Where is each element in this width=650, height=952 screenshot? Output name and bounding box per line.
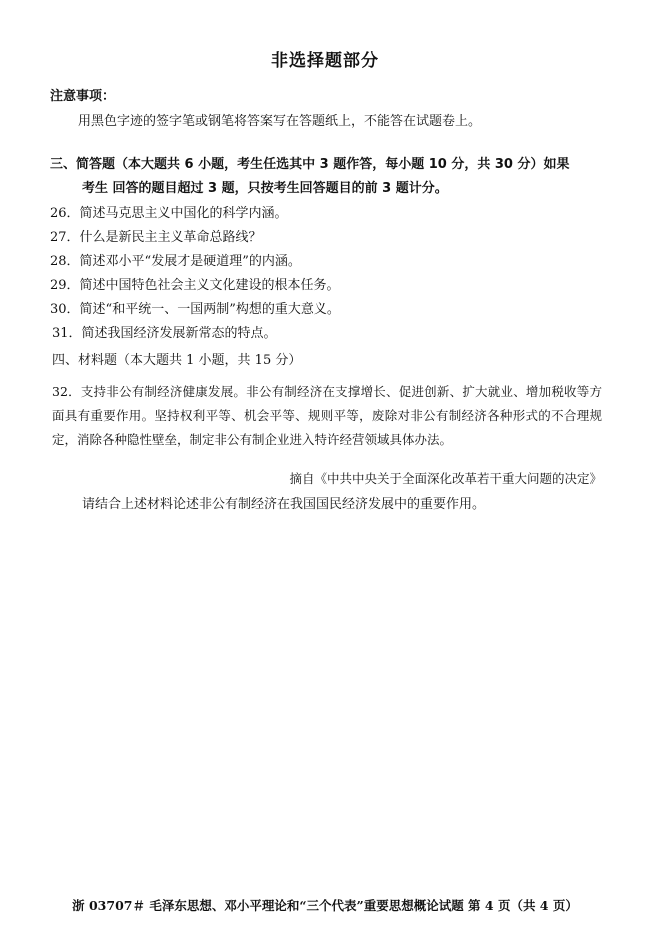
section3-heading-line1: 三、简答题（本大题共 6 小题，考生任选其中 3 题作答，每小题 10 分，共 30 分）如果 bbox=[50, 157, 570, 172]
material-passage: 32．支持非公有制经济健康发展。非公有制经济在支撑增长、促进创新、扩大就业、增加税收等方面具有重要作用。坚持权利平等、机会平等、规则平等，废除对非公有制经济各种形式的不合理规定，消除各种隐性壁垒，制定非公有制企业进入特许经营领域具体办法。 bbox=[52, 384, 602, 447]
page-title: 非选择题部分 bbox=[271, 51, 379, 71]
page-footer: 浙 03707＃ 毛泽东思想、邓小平理论和“三个代表”重要思想概论试题 第 4 页（共 4 页） bbox=[72, 898, 578, 913]
question-27: 27．什么是新民主主义革命总路线？ bbox=[50, 230, 262, 245]
question-26: 26．简述马克思主义中国化的科学内涵。 bbox=[50, 206, 288, 221]
question-29: 29．简述中国特色社会主义文化建设的根本任务。 bbox=[50, 278, 340, 293]
material-question-prompt: 请结合上述材料论述非公有制经济在我国国民经济发展中的重要作用。 bbox=[82, 497, 486, 512]
material-source: 摘自《中共中央关于全面深化改革若干重大问题的决定》 bbox=[289, 471, 602, 486]
question-30: 30．简述“和平统一、一国两制”构想的重大意义。 bbox=[50, 302, 340, 317]
question-28: 28．简述邓小平“发展才是硬道理”的内涵。 bbox=[50, 254, 301, 269]
notice-text: 用黑色字迹的签字笔或钢笔将答案写在答题纸上，不能答在试题卷上。 bbox=[78, 114, 482, 129]
section3-heading-line2: 考生 回答的题目超过 3 题，只按考生回答题目的前 3 题计分。 bbox=[82, 181, 448, 196]
notice-heading: 注意事项： bbox=[50, 89, 116, 104]
question-31: 31．简述我国经济发展新常态的特点。 bbox=[52, 326, 277, 341]
section4-heading: 四、材料题（本大题共 1 小题，共 15 分） bbox=[52, 353, 302, 368]
